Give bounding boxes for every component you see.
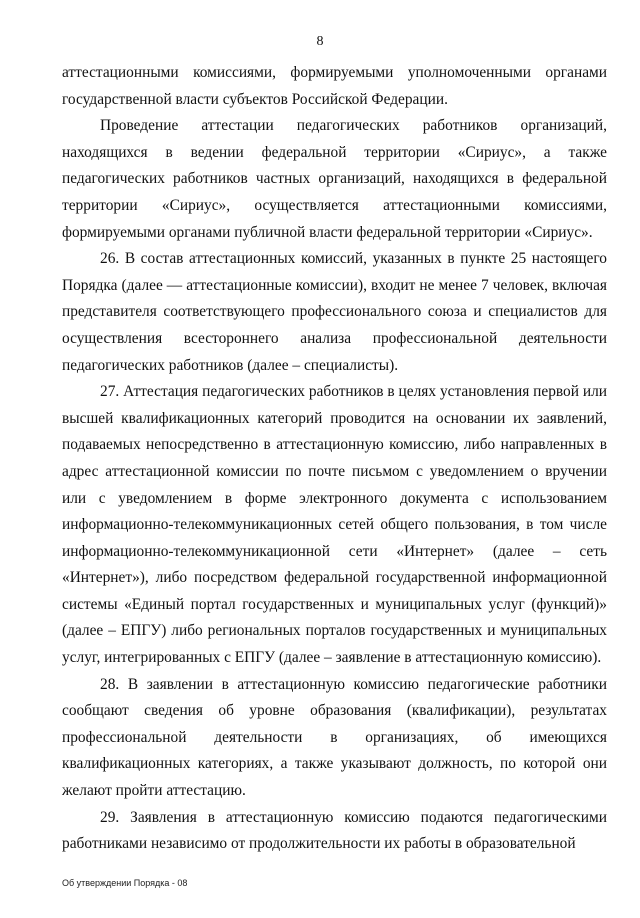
paragraph-sirius: Проведение аттестации педагогических работников организаций, находящихся в ведении федеральной территории «Сириус», а также педагогических работников частных организаций, находящихся в федеральной территории «Сириус», осуществляется аттестационными комиссиями, формируемыми органами публичной власти федеральной территории «Сириус». bbox=[62, 117, 607, 241]
document-body bbox=[62, 60, 607, 858]
paragraph-29: 29. Заявления в аттестационную комиссию подаются педагогическими работниками независимо от продолжительности их работы в образовательной bbox=[62, 808, 607, 853]
paragraph-27: 27. Аттестация педагогических работников в целях установления первой или высшей квалификационных категорий проводится на основании их заявлений, подаваемых непосредственно в аттестационную комиссию, либо направленных в адрес аттестационной комиссии по почте письмом с уведомлением о вручении или с уведомлением в форме электронного документа с использованием информационно-телекоммуникационных сетей общего пользования, в том числе информационно-телекоммуникационной сети «Интернет» (далее – сеть «Интернет»), либо посредством федеральной государственной информационной системы «Единый портал государственных и муниципальных услуг (функций)» (далее – ЕПГУ) либо региональных порталов государственных и муниципальных услуг, интегрированных с ЕПГУ (далее – заявление в аттестационную комиссию). bbox=[62, 383, 607, 667]
paragraph-26: 26. В состав аттестационных комиссий, указанных в пункте 25 настоящего Порядка (далее — аттестационные комиссии), входит не менее 7 человек, включая представителя соответствующего профессионального союза и специалистов для осуществления всестороннего анализа профессиональной деятельности педагогических работников (далее – специалисты). bbox=[62, 250, 607, 374]
paragraph-28: 28. В заявлении в аттестационную комиссию педагогические работники сообщают сведения об уровне образования (квалификации), результатах профессиональной деятельности в организациях, об имеющихся квалификационных категориях, а также указывают должность, по которой они желают пройти аттестацию. bbox=[62, 675, 607, 800]
document-footer: Об утверждении Порядка - 08 bbox=[62, 878, 188, 888]
page-number: 8 bbox=[316, 34, 324, 49]
paragraph-continuation: аттестационными комиссиями, формируемыми уполномоченными органами государственной власти субъектов Российской Федерации. bbox=[62, 64, 607, 108]
